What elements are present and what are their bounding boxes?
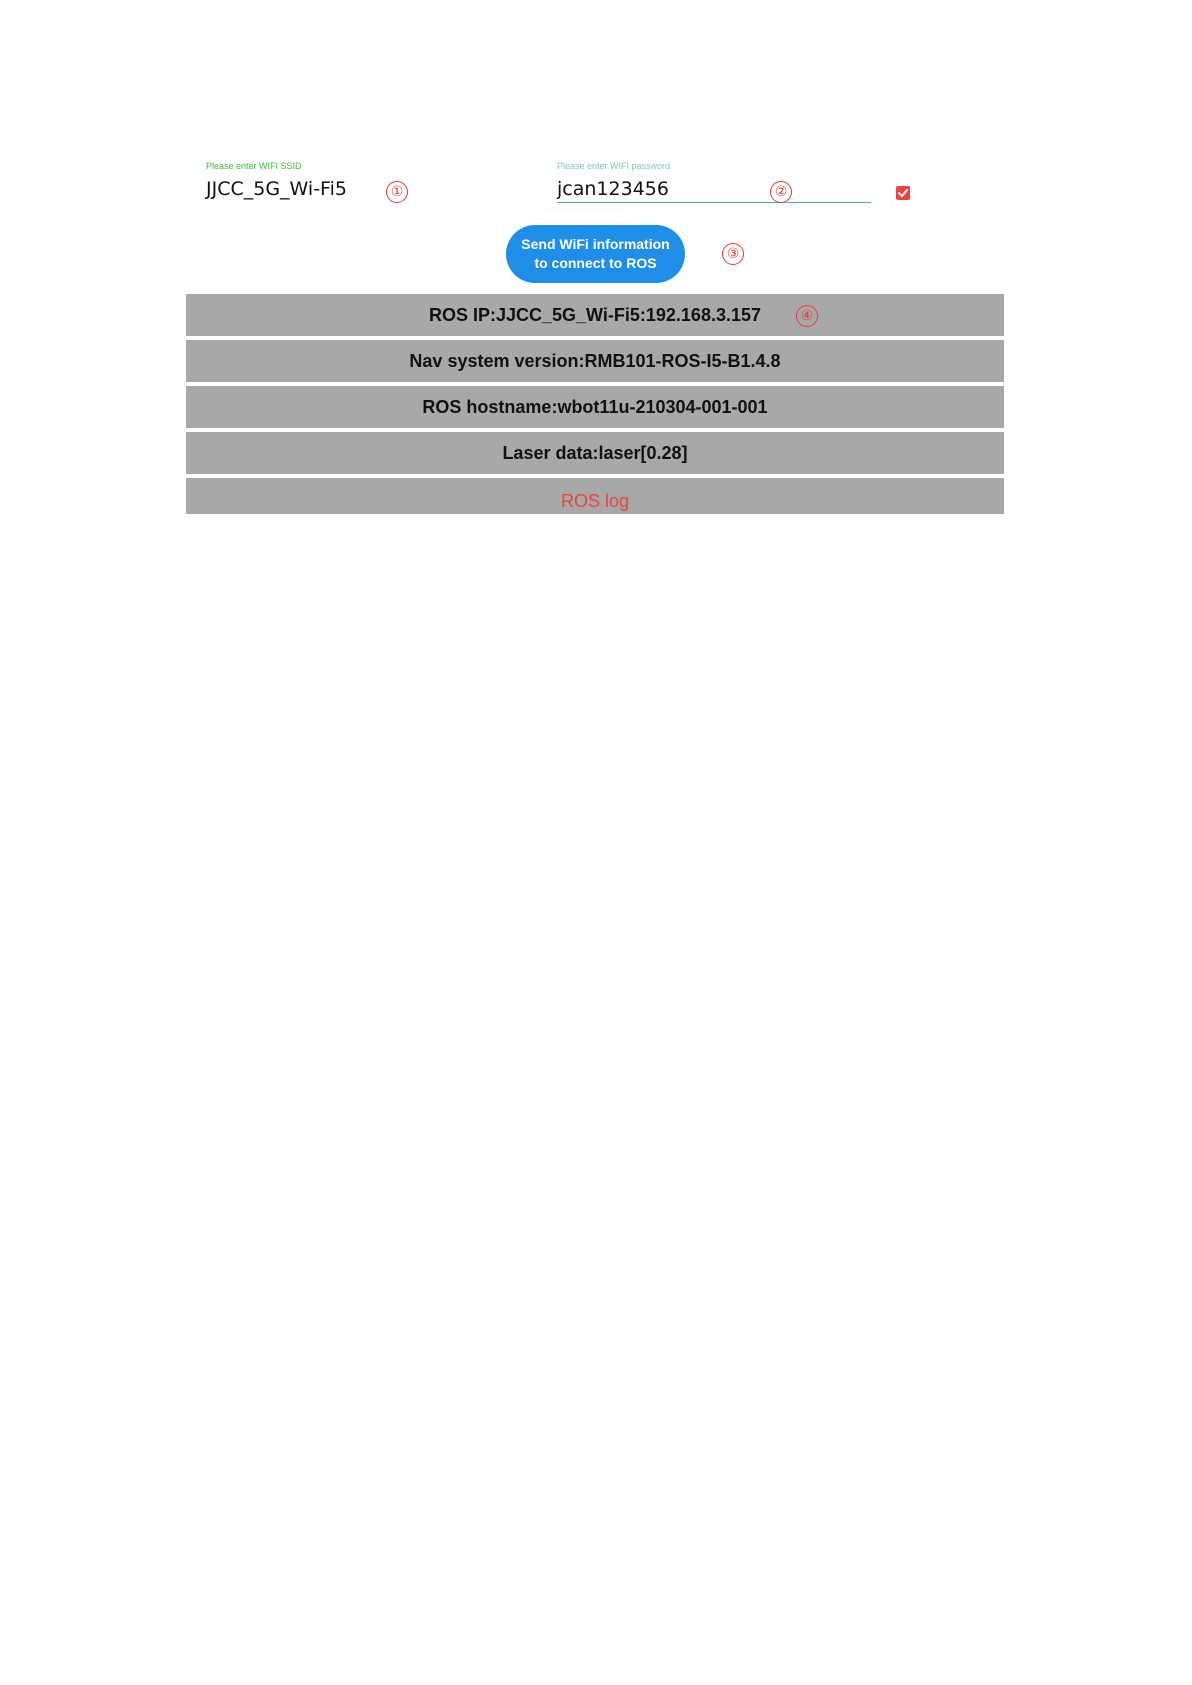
ssid-field[interactable] [206,161,376,200]
password-input[interactable]: jcan123456 [557,178,871,203]
show-password-checkbox[interactable] [896,186,910,200]
ros-info-panel [186,294,1004,518]
ssid-input[interactable]: JJCC_5G_Wi-Fi5 [206,178,347,200]
password-field[interactable] [557,161,871,203]
password-label: Please enter WIFI password [557,161,671,171]
ros-ip-row: ROS IP:JJCC_5G_Wi-Fi5:192.168.3.157 [186,294,1004,336]
send-wifi-button-line2: to connect to ROS [534,255,657,271]
annotation-marker-1: ① [386,181,408,203]
nav-version-row: Nav system version:RMB101-ROS-I5-B1.4.8 [186,340,1004,382]
ssid-label: Please enter WIFI SSID [206,161,302,171]
send-wifi-button-line1: Send WiFi information [521,236,670,252]
annotation-marker-3: ③ [722,243,744,265]
ros-log-button[interactable]: ROS log [186,478,1004,514]
annotation-marker-2: ② [770,181,792,203]
annotation-marker-4: ④ [796,305,818,327]
laser-data-row: Laser data:laser[0.28] [186,432,1004,474]
check-icon [896,186,910,200]
hostname-row: ROS hostname:wbot11u-210304-001-001 [186,386,1004,428]
send-wifi-button[interactable] [506,225,685,283]
